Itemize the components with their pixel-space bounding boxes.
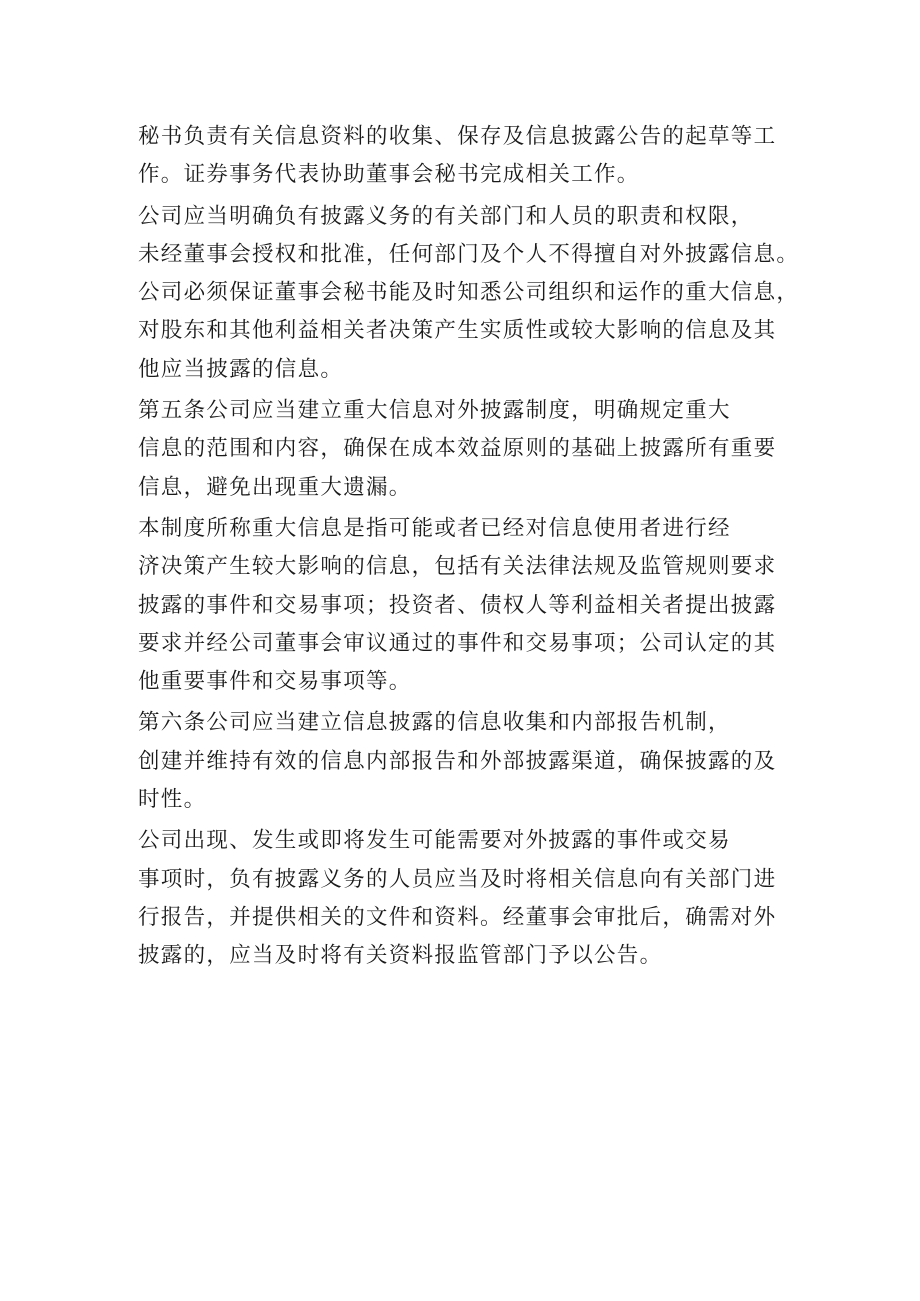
paragraph-3: 第五条公司应当建立重大信息对外披露制度，明确规定重大 信息的范围和内容，确保在成本效益原则的基础上披露所有重要 信息，避免出现重大遗漏。 (138, 398, 777, 500)
paragraph-1: 秘书负责有关信息资料的收集、保存及信息披露公告的起草等工 作。证券事务代表协助董事会秘书完成相关工作。 (138, 124, 777, 188)
paragraph-4: 本制度所称重大信息是指可能或者已经对信息使用者进行经 济决策产生较大影响的信息，包括有关法律法规及监管规则要求 披露的事件和交易事项；投资者、债权人等利益相关者提出披露 要求并经公司董事会审议通过的事件和交易事项；公司认定的其 他重要事件和交易事项等。 (138, 515, 777, 695)
paragraph-5: 第六条公司应当建立信息披露的信息收集和内部报告机制， 创建并维持有效的信息内部报告和外部披露渠道，确保披露的及 时性。 (138, 710, 777, 813)
paragraph-2: 公司应当明确负有披露义务的有关部门和人员的职责和权限， 未经董事会授权和批准，任何部门及个人不得擅自对外披露信息。 公司必须保证董事会秘书能及时知悉公司组织和运作的重大信息， 对股东和其他利益相关者决策产生实质性或较大影响的信息及其 他应当披露的信息。 (138, 203, 800, 382)
paragraph-6: 公司出现、发生或即将发生可能需要对外披露的事件或交易 事项时，负有披露义务的人员应当及时将相关信息向有关部门进 行报告，并提供相关的文件和资料。经董事会审批后，确需对外 披露的，应当及时将有关资料报监管部门予以公告。 (138, 828, 777, 969)
document-page (138, 118, 802, 976)
